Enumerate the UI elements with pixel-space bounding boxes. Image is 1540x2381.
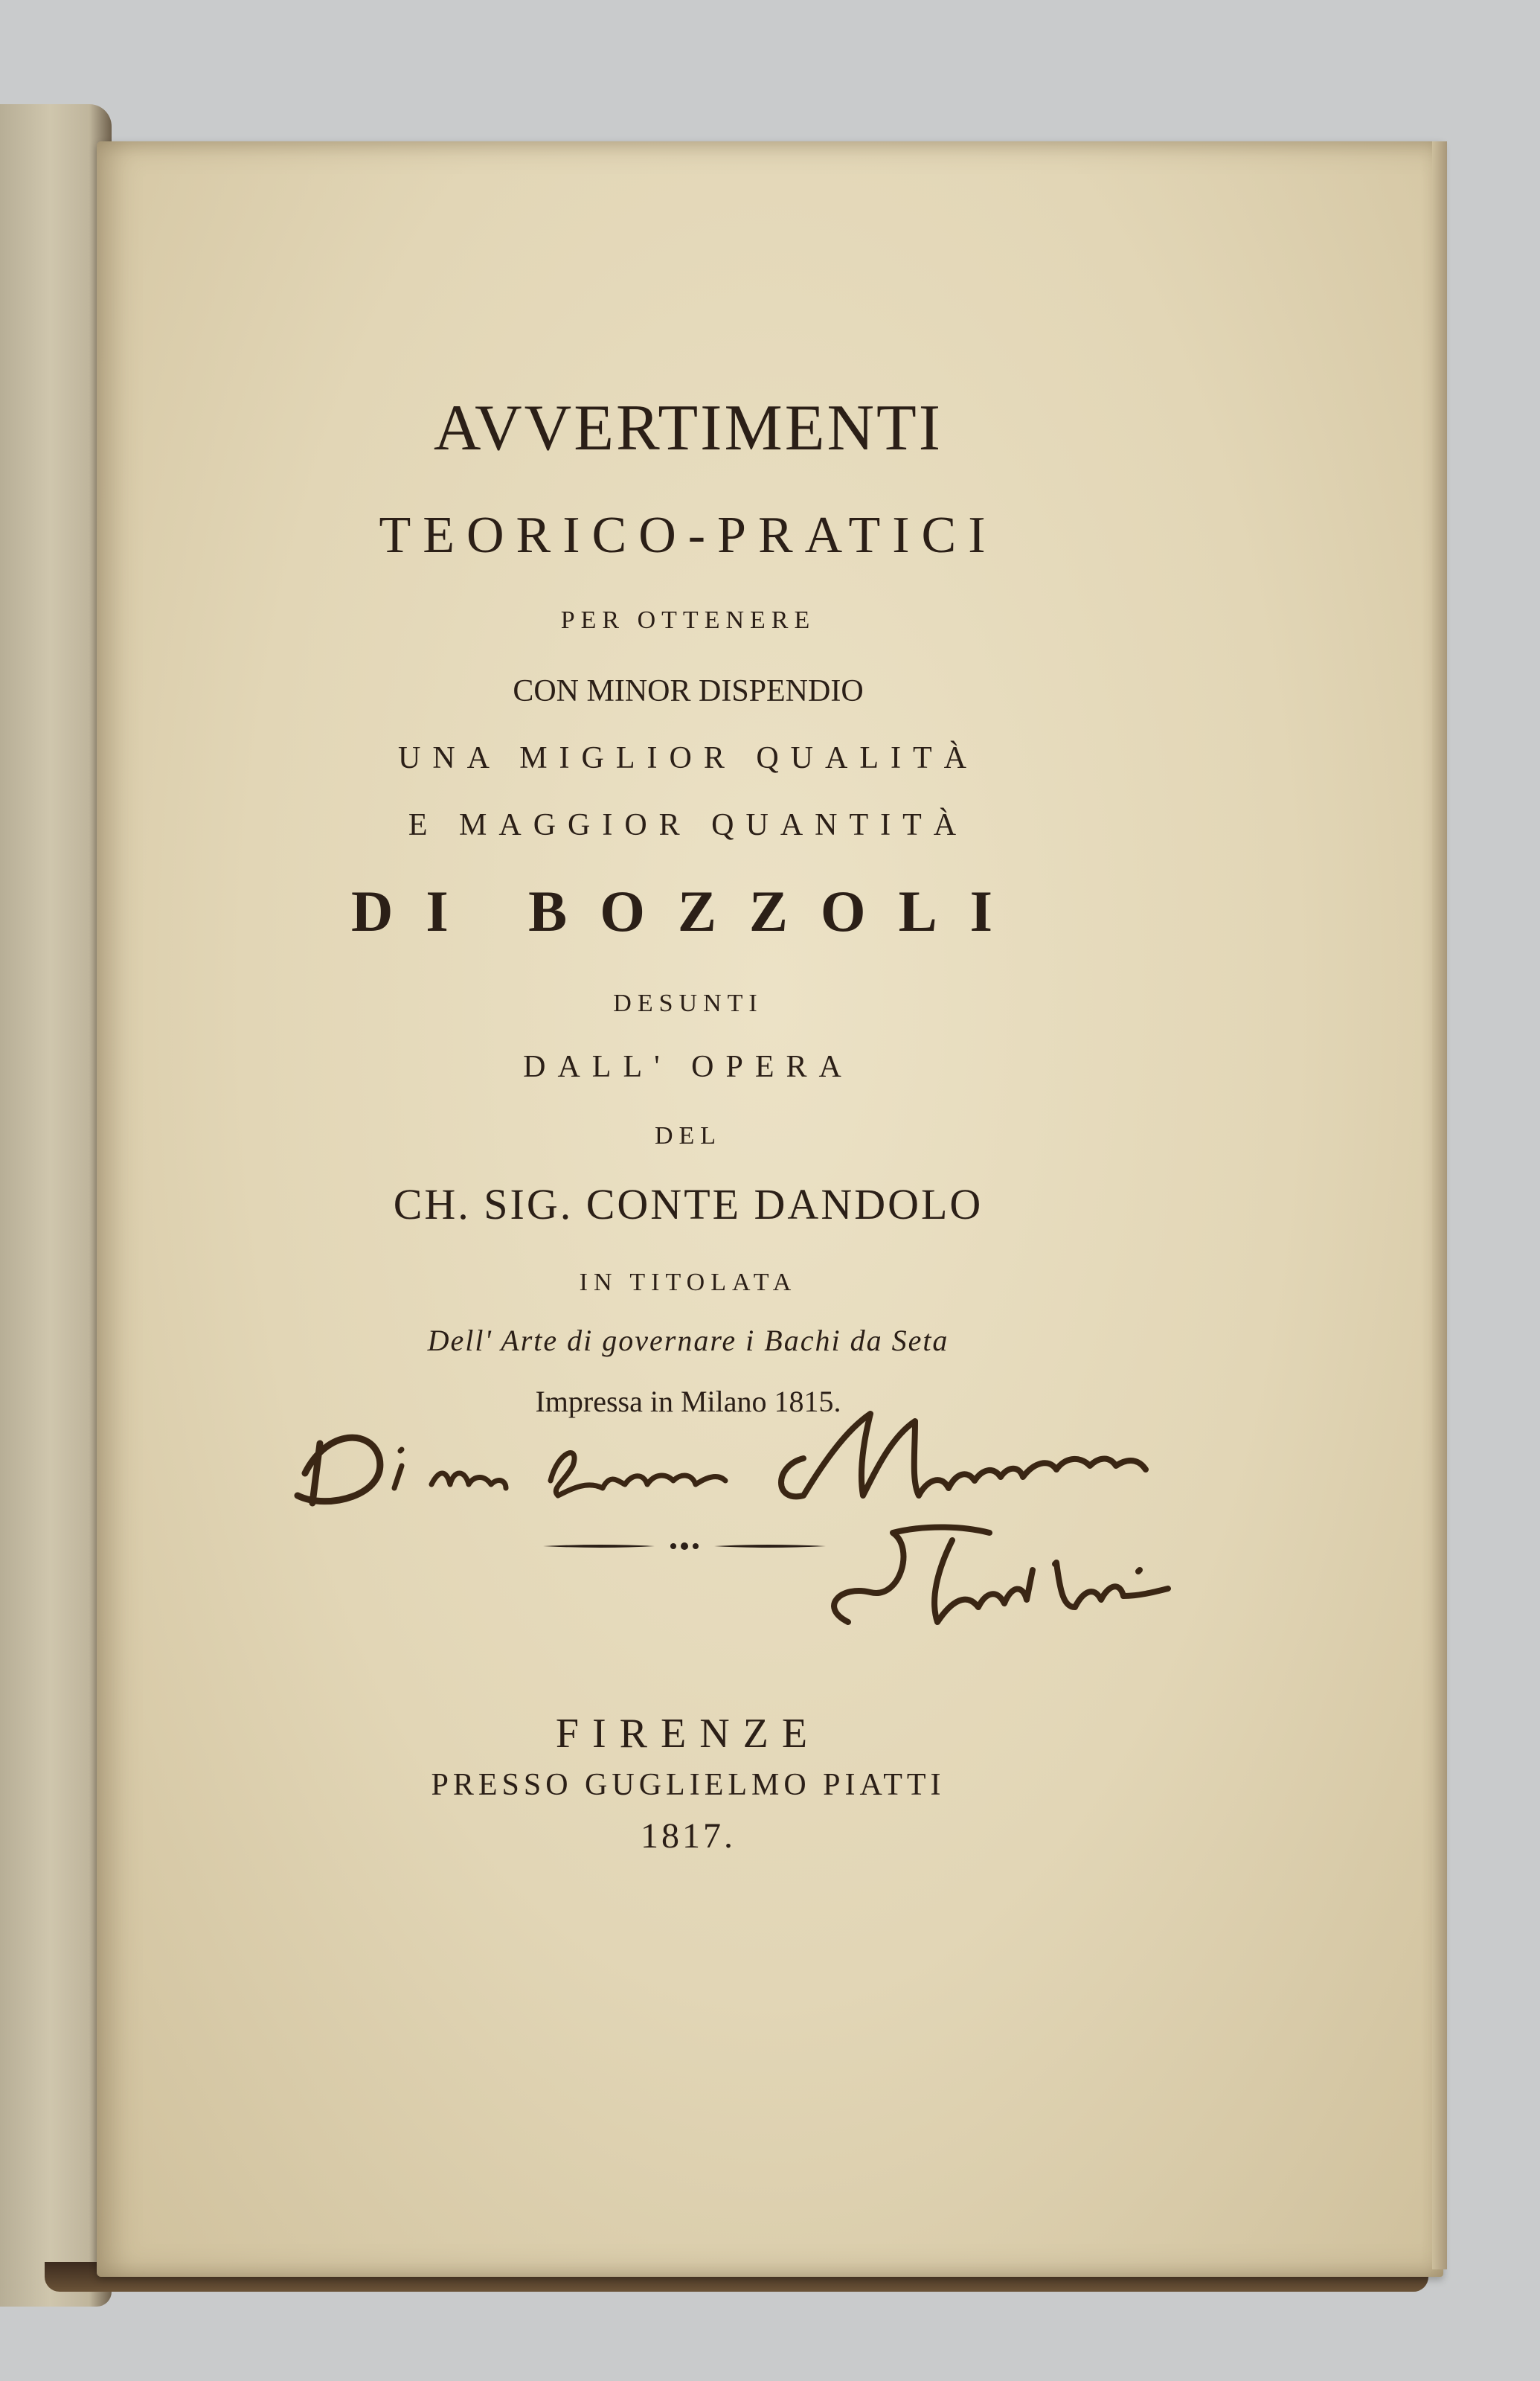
line-del: DEL xyxy=(654,1122,722,1150)
line-desunti: DESUNTI xyxy=(613,990,763,1017)
line-author: CH. SIG. CONTE DANDOLO xyxy=(393,1180,984,1228)
line-di-bozzoli: DI BOZZOLI xyxy=(351,879,1025,943)
book-title: AVVERTIMENTI xyxy=(433,392,943,464)
page-right-edge xyxy=(1432,141,1447,2269)
handwritten-signature xyxy=(283,1399,1280,1652)
line-una-miglior-qualita: UNA MIGLIOR QUALITÀ xyxy=(398,741,978,775)
line-impressa: Impressa in Milano 1815. xyxy=(535,1385,841,1418)
imprint-year: 1817. xyxy=(641,1816,736,1856)
line-e-maggior-quantita: E MAGGIOR QUANTITÀ xyxy=(408,808,969,842)
line-dall-opera: DALL' OPERA xyxy=(523,1050,853,1084)
book-subtitle: TEORICO-PRATICI xyxy=(379,507,998,564)
line-con-minor-dispendio: CON MINOR DISPENDIO xyxy=(513,674,864,708)
line-work-title: Dell' Arte di governare i Bachi da Seta xyxy=(427,1324,949,1357)
imprint-publisher: PRESSO GUGLIELMO PIATTI xyxy=(431,1768,946,1802)
line-per-ottenere: PER OTTENERE xyxy=(560,606,816,634)
line-in-titolata: IN TITOLATA xyxy=(579,1269,798,1296)
ornament-rule xyxy=(543,1539,826,1554)
imprint-city: FIRENZE xyxy=(555,1711,821,1757)
